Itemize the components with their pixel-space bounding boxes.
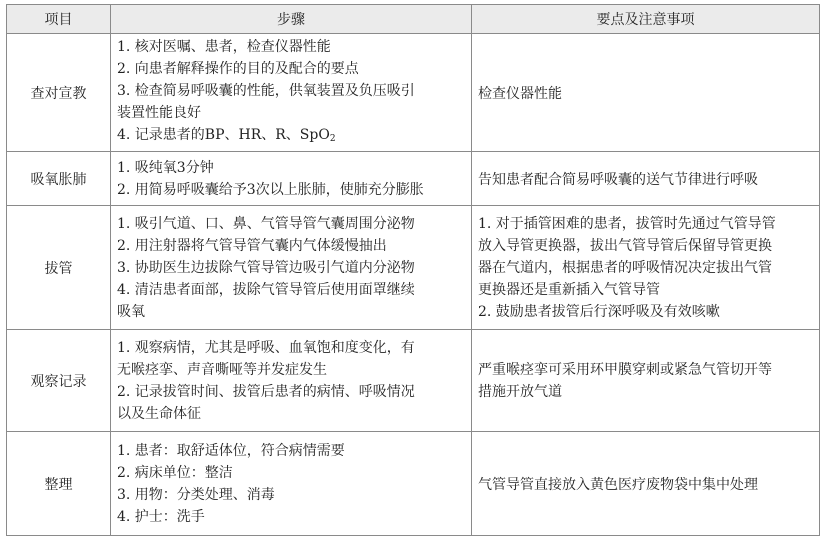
note-line: 放入导管更换器，拔出气管导管后保留导管更换: [478, 237, 772, 254]
step-line: 2. 向患者解释操作的目的及配合的要点: [117, 60, 359, 77]
step-line-with-subscript: [117, 124, 465, 150]
step-line: 2. 用简易呼吸囊给予3次以上胀肺，使肺充分膨胀: [117, 181, 424, 198]
step-line: 1. 核对医嘱、患者，检查仪器性能: [117, 38, 331, 55]
step-line: 1. 吸引气道、口、鼻、气管导管气囊周围分泌物: [117, 215, 415, 232]
note-line: 2. 鼓励患者拔管后行深呼吸及有效咳嗽: [478, 303, 720, 320]
procedure-table-wrapper: [6, 4, 820, 536]
step-line: 2. 病床单位：整洁: [117, 464, 233, 481]
row-notes-cell: 检查仪器性能: [472, 34, 820, 152]
row-steps-cell: [111, 330, 472, 432]
step-line: 3. 用物：分类处理、消毒: [117, 486, 275, 503]
row-item-cell: 观察记录: [7, 330, 111, 432]
step-line: 以及生命体征: [117, 405, 201, 422]
step-line-text: 4. 记录患者的BP、HR、R、SpO: [117, 126, 330, 143]
row-steps-cell: [111, 432, 472, 536]
step-line: 3. 协助医生边拔除气管导管边吸引气道内分泌物: [117, 259, 415, 276]
note-line: 1. 对于插管困难的患者，拔管时先通过气管导管: [478, 215, 776, 232]
row-steps-cell: [111, 34, 472, 152]
step-line: 吸氧: [117, 303, 145, 320]
table-row: [7, 206, 820, 330]
step-line: 3. 检查简易呼吸囊的性能，供氧装置及负压吸引: [117, 82, 415, 99]
row-item-cell: 整理: [7, 432, 111, 536]
step-line: 无喉痉挛、声音嘶哑等并发症发生: [117, 361, 327, 378]
row-notes-cell: 告知患者配合简易呼吸囊的送气节律进行呼吸: [472, 152, 820, 206]
note-line: 严重喉痉挛可采用环甲膜穿刺或紧急气管切开等: [478, 361, 772, 378]
header-steps: 步骤: [111, 5, 472, 34]
procedure-table: [6, 4, 820, 536]
header-notes: 要点及注意事项: [472, 5, 820, 34]
step-line: 1. 观察病情，尤其是呼吸、血氧饱和度变化，有: [117, 339, 415, 356]
step-line: 2. 用注射器将气管导管气囊内气体缓慢抽出: [117, 237, 387, 254]
table-row: [7, 330, 820, 432]
step-line: 4. 护士：洗手: [117, 508, 205, 525]
step-line: 4. 清洁患者面部，拔除气管导管后使用面罩继续: [117, 281, 415, 298]
row-notes-cell: [472, 206, 820, 330]
row-item-cell: 拔管: [7, 206, 111, 330]
note-line: 措施开放气道: [478, 383, 562, 400]
step-line: 装置性能良好: [117, 104, 201, 121]
table-row: [7, 152, 820, 206]
row-item-cell: 查对宣教: [7, 34, 111, 152]
table-row: [7, 34, 820, 152]
row-notes-cell: [472, 330, 820, 432]
note-line: 器在气道内，根据患者的呼吸情况决定拔出气管: [478, 259, 772, 276]
step-line: 1. 吸纯氧3分钟: [117, 159, 214, 176]
row-item-cell: 吸氧胀肺: [7, 152, 111, 206]
note-line: 更换器还是重新插入气管导管: [478, 281, 660, 298]
header-item: 项目: [7, 5, 111, 34]
table-row: [7, 432, 820, 536]
table-header-row: [7, 5, 820, 34]
step-line: 1. 患者：取舒适体位，符合病情需要: [117, 442, 345, 459]
row-notes-cell: 气管导管直接放入黄色医疗废物袋中集中处理: [472, 432, 820, 536]
row-steps-cell: [111, 152, 472, 206]
subscript-text: 2: [329, 133, 336, 144]
row-steps-cell: [111, 206, 472, 330]
step-line: 2. 记录拔管时间、拔管后患者的病情、呼吸情况: [117, 383, 415, 400]
